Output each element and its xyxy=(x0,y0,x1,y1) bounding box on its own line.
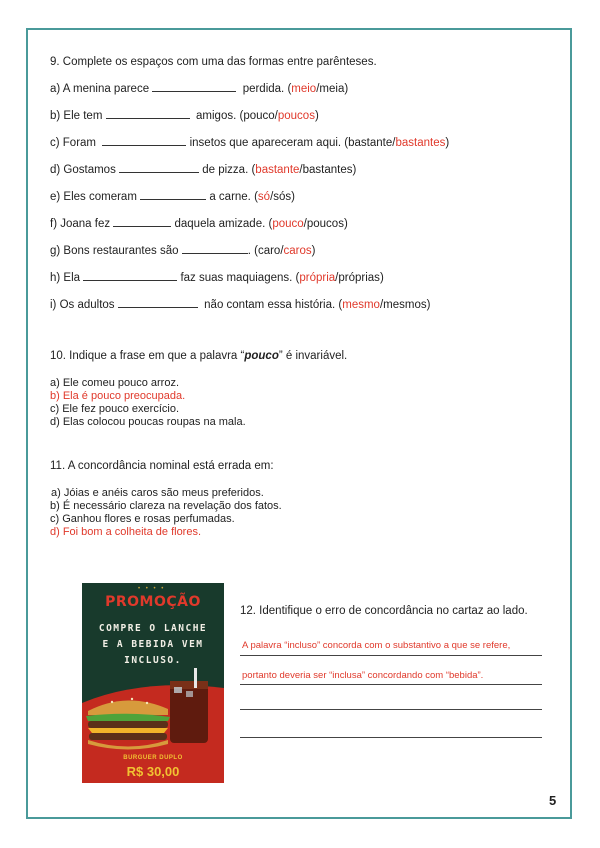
q11-option-c: c) Ganhou flores e rosas perfumadas. xyxy=(50,513,235,525)
answer-blank[interactable] xyxy=(152,81,236,92)
answer-blank[interactable] xyxy=(102,135,186,146)
q9-title: 9. Complete os espaços com uma das formas entre parênteses. xyxy=(50,56,377,68)
poster-headline: PROMOÇÃO xyxy=(105,594,201,610)
q9-item-h: h) Ela faz suas maquiagens. (própria/próprias) xyxy=(50,272,384,284)
q9-item-i: i) Os adultos não contam essa história. (mesmo/mesmos) xyxy=(50,299,431,311)
q12-answer-line-2: portanto deveria ser “inclusa” concordando com “bebida”. xyxy=(242,670,484,681)
q10-option-b: b) Ela é pouco preocupada. xyxy=(50,390,186,402)
burger-and-soda-illustration xyxy=(82,583,224,783)
answer-blank[interactable] xyxy=(113,216,171,227)
q12-answer-line-1: A palavra “incluso” concorda com o substantivo a que se refere, xyxy=(242,640,511,651)
q11-option-a: a) Jóias e anéis caros são meus preferidos. xyxy=(51,487,264,499)
q9-item-g: g) Bons restaurantes são . (caro/caros) xyxy=(50,245,316,257)
q9-item-e: e) Eles comeram a carne. (só/sós) xyxy=(50,191,296,203)
page-number: 5 xyxy=(549,793,557,808)
q11-option-d: d) Foi bom a colheita de flores. xyxy=(50,526,202,538)
q11-title: 11. A concordância nominal está errada em: xyxy=(50,460,274,472)
answer-line[interactable] xyxy=(240,655,542,656)
q9-item-c: c) Foram insetos que apareceram aqui. (bastante/bastantes) xyxy=(50,137,450,149)
poster-price: R$ 30,00 xyxy=(126,764,180,779)
poster-product: BURGUER DUPLO xyxy=(123,755,183,761)
q10-option-d: d) Elas colocou poucas roupas na mala. xyxy=(50,416,246,428)
answer-blank[interactable] xyxy=(140,189,206,200)
q9-item-d: d) Gostamos de pizza. (bastante/bastantes) xyxy=(50,164,357,176)
answer-blank[interactable] xyxy=(83,270,177,281)
answer-line[interactable] xyxy=(240,737,542,738)
q10-option-a: a) Ele comeu pouco arroz. xyxy=(50,377,180,389)
poster-dots: • • • • xyxy=(138,586,166,592)
q12-title: 12. Identifique o erro de concordância no cartaz ao lado. xyxy=(240,605,528,617)
q11-option-b: b) É necessário clareza na revelação dos fatos. xyxy=(50,500,282,512)
poster-line-1: COMPRE O LANCHE xyxy=(98,623,208,634)
q10-option-c: c) Ele fez pouco exercício. xyxy=(50,403,180,415)
answer-blank[interactable] xyxy=(118,297,198,308)
q9-item-b: b) Ele tem amigos. (pouco/poucos) xyxy=(50,110,319,122)
poster-line-3: INCLUSO. xyxy=(124,655,182,666)
poster-line-2: E A BEBIDA VEM xyxy=(102,639,204,650)
answer-line[interactable] xyxy=(240,684,542,685)
promo-poster xyxy=(82,583,224,783)
q10-title: 10. Indique a frase em que a palavra “pouco” é invariável. xyxy=(50,350,348,362)
answer-blank[interactable] xyxy=(119,162,199,173)
answer-line[interactable] xyxy=(240,709,542,710)
q9-item-f: f) Joana fez daquela amizade. (pouco/poucos) xyxy=(50,218,348,230)
q9-item-a: a) A menina parece perdida. (meio/meia) xyxy=(50,83,349,95)
answer-blank[interactable] xyxy=(182,243,248,254)
answer-blank[interactable] xyxy=(106,108,190,119)
